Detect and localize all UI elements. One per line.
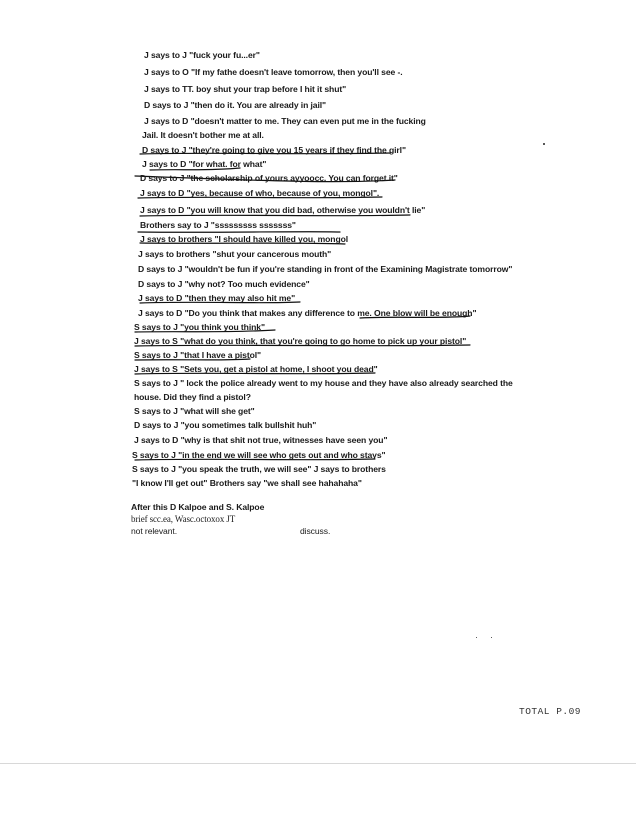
transcript-line: J says to D "for what. for what" xyxy=(142,159,267,169)
transcript-line: D says to J "you sometimes talk bullshit huh" xyxy=(134,420,317,430)
transcript-line: J says to J "fuck your fu...er" xyxy=(144,50,260,60)
transcript-line: J says to D "yes, because of who, because of you, mongol". xyxy=(140,188,380,198)
transcript-line: S says to J "what will she get" xyxy=(134,406,255,416)
transcript-line: S says to J "in the end we will see who gets out and who stays" xyxy=(132,450,386,460)
total-pages-footer: TOTAL P.09 xyxy=(519,706,582,717)
transcript-line: J says to D "Do you think that makes any difference to me. One blow will be enough" xyxy=(138,308,477,318)
after-note: After this D Kalpoe and S. Kalpoe xyxy=(131,502,265,512)
transcript-line: J says to O "If my fathe doesn't leave tomorrow, then you'll see -. xyxy=(144,67,403,77)
transcript-line: J says to D "why is that shit not true, witnesses have seen you" xyxy=(134,435,388,445)
transcript-line: "I know I'll get out" Brothers say "we shall see hahahaha" xyxy=(132,478,362,488)
handwritten-note: brief scc.ea, Wasc.octoxox JT xyxy=(131,514,236,524)
transcript-line: D says to J "they're going to give you 15 years if they find the girl" xyxy=(142,145,406,155)
transcript-line: J says to brothers "I should have killed you, mongol xyxy=(140,234,349,244)
transcript-line: D says to J "wouldn't be fun if you're standing in front of the Examining Magistrate tomorrow" xyxy=(138,264,513,274)
transcript-line: Brothers say to J "sssssssss sssssss" xyxy=(140,220,296,230)
not-relevant-note: not relevant. xyxy=(131,526,177,536)
transcript-line: S says to J "you think you think" xyxy=(134,322,265,332)
fax-speck xyxy=(491,637,492,638)
transcript-line: J says to D "doesn't matter to me. They can even put me in the fucking xyxy=(144,116,426,126)
fax-speck xyxy=(543,143,545,145)
underline-mark xyxy=(140,215,410,216)
transcript-line: J says to D "you will know that you did bad, otherwise you wouldn't lie" xyxy=(140,205,426,215)
transcript-line: S says to J "that I have a pistol" xyxy=(134,350,262,360)
transcript-line: house. Did they find a pistol? xyxy=(134,392,251,402)
transcript-line: J says to brothers "shut your cancerous mouth" xyxy=(138,249,332,259)
transcript-line: J says to D "then they may also hit me" xyxy=(138,293,296,303)
transcript-line: S says to J "you speak the truth, we will see" J says to brothers xyxy=(132,464,386,474)
transcript-line: Jail. It doesn't bother me at all. xyxy=(142,130,264,140)
transcript-line: S says to J " lock the police already went to my house and they have also already searched the xyxy=(134,378,513,388)
transcript-line: D says to J "why not? Too much evidence" xyxy=(138,279,310,289)
discuss-note: discuss. xyxy=(300,526,331,536)
fax-speck xyxy=(476,637,477,638)
transcript-line: J says to S "what do you think, that you're going to go home to pick up your pistol" xyxy=(134,336,467,346)
transcript-line: J says to S "Sets you, get a pistol at home, I shoot you dead" xyxy=(134,364,378,374)
transcript-line: J says to TT. boy shut your trap before I hit it shut" xyxy=(144,84,347,94)
transcript-line: D says to J "the scholarship of yours ayyoocc. You can forget it" xyxy=(140,173,398,183)
page-bottom-rule xyxy=(0,763,636,764)
transcript-line: D says to J "then do it. You are already in jail" xyxy=(144,100,327,110)
underline-mark xyxy=(138,232,340,233)
